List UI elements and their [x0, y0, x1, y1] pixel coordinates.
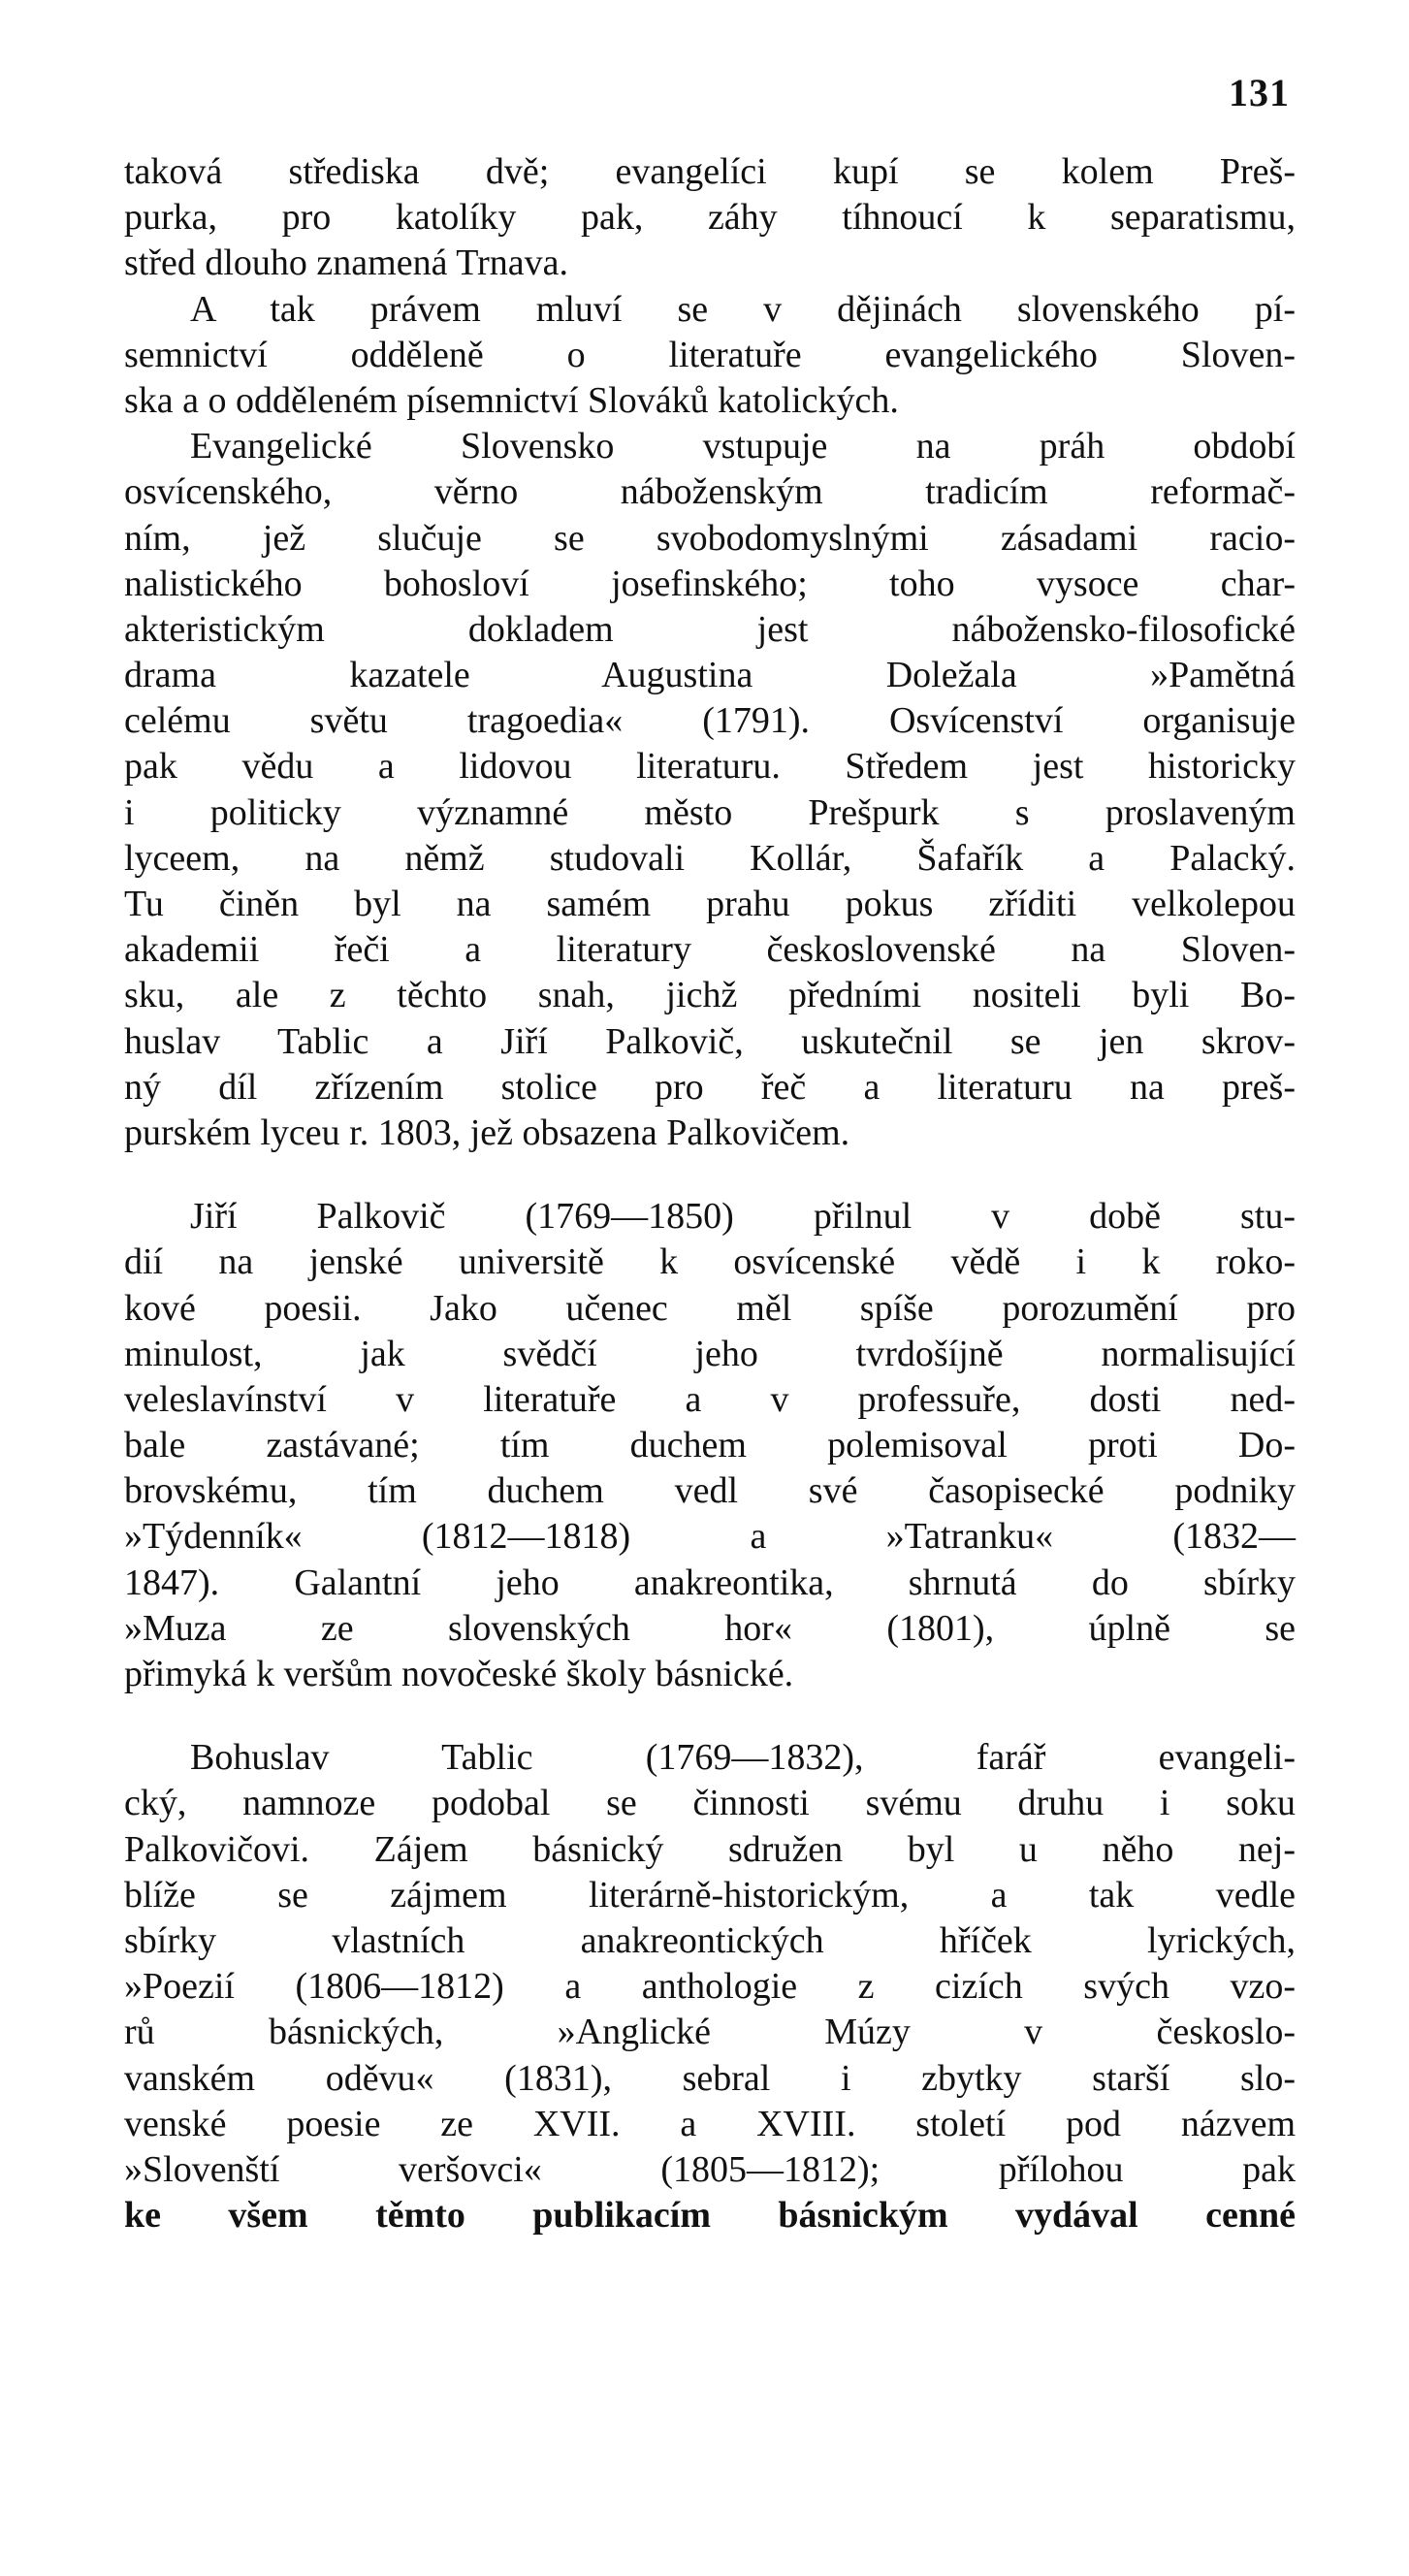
text-line: celému světu tragoedia« (1791). Osvícenství organisuje	[124, 700, 1296, 742]
text-line: nalistického bohosloví josefinského; toho vysoce char-	[124, 563, 1296, 604]
text-line: minulost, jak svědčí jeho tvrdošíjně normalisující	[124, 1333, 1296, 1374]
text-line: A tak právem mluví se v dějinách slovenského pí-	[190, 288, 1296, 330]
text-line: bale zastávané; tím duchem polemisoval proti Do-	[124, 1425, 1296, 1466]
text-line: rů básnických, »Anglické Múzy v českoslo-	[124, 2012, 1296, 2053]
paragraph-gap	[124, 1156, 1296, 1194]
text-line: akademii řeči a literatury československé na Sloven-	[124, 929, 1296, 971]
text-line: Tu činěn byl na samém prahu pokus zříditi velkolepou	[124, 884, 1296, 924]
text-line: taková střediska dvě; evangelíci kupí se kolem Preš-	[124, 151, 1296, 192]
text-line: blíže se zájmem literárně-historickým, a tak vedle	[124, 1874, 1296, 1916]
text-line: přimyká k veršům novočeské školy básnické.	[124, 1654, 794, 1694]
text-line: huslav Tablic a Jiří Palkovič, uskutečnil se jen skrov-	[124, 1020, 1296, 1062]
text-line: pak vědu a lidovou literaturu. Středem jest historicky	[124, 746, 1296, 788]
text-line: ním, jež slučuje se svobodomyslnými zásadami racio-	[124, 517, 1296, 559]
text-line: Palkovičovi. Zájem básnický sdružen byl u něho nej-	[124, 1828, 1296, 1870]
text-line: »Poezií (1806—1812) a anthologie z cizích svých vzo-	[124, 1966, 1296, 2008]
text-line: Jiří Palkovič (1769—1850) přilnul v době stu-	[190, 1196, 1296, 1238]
text-line: purském lyceu r. 1803, jež obsazena Palkovičem.	[124, 1111, 850, 1153]
text-line: střed dlouho znamená Trnava.	[124, 242, 569, 284]
text-line: vanském oděvu« (1831), sebral i zbytky starší slo-	[124, 2057, 1296, 2099]
body-text	[124, 149, 1296, 2238]
text-line: venské poesie ze XVII. a XVIII. století pod názvem	[124, 2103, 1296, 2144]
text-line: ska a o odděleném písemnictví Slováků katolických.	[124, 379, 899, 421]
text-line: »Týdenník« (1812—1818) a »Tatranku« (1832—	[124, 1516, 1296, 1558]
text-line: drama kazatele Augustina Doležala »Pamětná	[124, 655, 1296, 696]
text-line: »Muza ze slovenských hor« (1801), úplně se	[124, 1607, 1296, 1649]
text-line: brovskému, tím duchem vedl své časopisecké podniky	[124, 1470, 1296, 1512]
book-page	[124, 60, 1296, 2543]
text-line: cký, namnoze podobal se činnosti svému druhu i soku	[124, 1783, 1296, 1824]
text-line: purka, pro katolíky pak, záhy tíhnoucí k separatismu,	[124, 197, 1296, 239]
text-line: »Slovenští veršovci« (1805—1812); přílohou pak	[124, 2148, 1296, 2190]
text-line: ke všem těmto publikacím básnickým vydával cenné	[124, 2195, 1296, 2237]
text-line: i politicky významné město Prešpurk s proslaveným	[124, 791, 1296, 833]
text-line: Evangelické Slovensko vstupuje na práh období	[190, 426, 1296, 467]
text-line: veleslavínství v literatuře a v professuře, dosti ned-	[124, 1378, 1296, 1420]
paragraph-gap	[124, 1697, 1296, 1735]
text-line: lyceem, na němž studovali Kollár, Šafařík a Palacký.	[124, 837, 1296, 879]
text-line: sku, ale z těchto snah, jichž předními nositeli byli Bo-	[124, 975, 1296, 1016]
text-line: 1847). Galantní jeho anakreontika, shrnutá do sbírky	[124, 1562, 1296, 1603]
text-line: kové poesii. Jako učenec měl spíše porozumění pro	[124, 1287, 1296, 1329]
text-line: Bohuslav Tablic (1769—1832), farář evangeli-	[190, 1737, 1296, 1779]
text-line: semnictví odděleně o literatuře evangelického Sloven-	[124, 334, 1296, 375]
text-line: sbírky vlastních anakreontických hříček lyrických,	[124, 1919, 1296, 1961]
page-number: 131	[1229, 71, 1290, 114]
text-line: dií na jenské universitě k osvícenské vědě i k roko-	[124, 1241, 1296, 1283]
text-line: ný díl zřízením stolice pro řeč a literaturu na preš-	[124, 1066, 1296, 1108]
text-line: osvícenského, věrno náboženským tradicím reformač-	[124, 471, 1296, 513]
text-line: akteristickým dokladem jest nábožensko-filosofické	[124, 608, 1296, 650]
